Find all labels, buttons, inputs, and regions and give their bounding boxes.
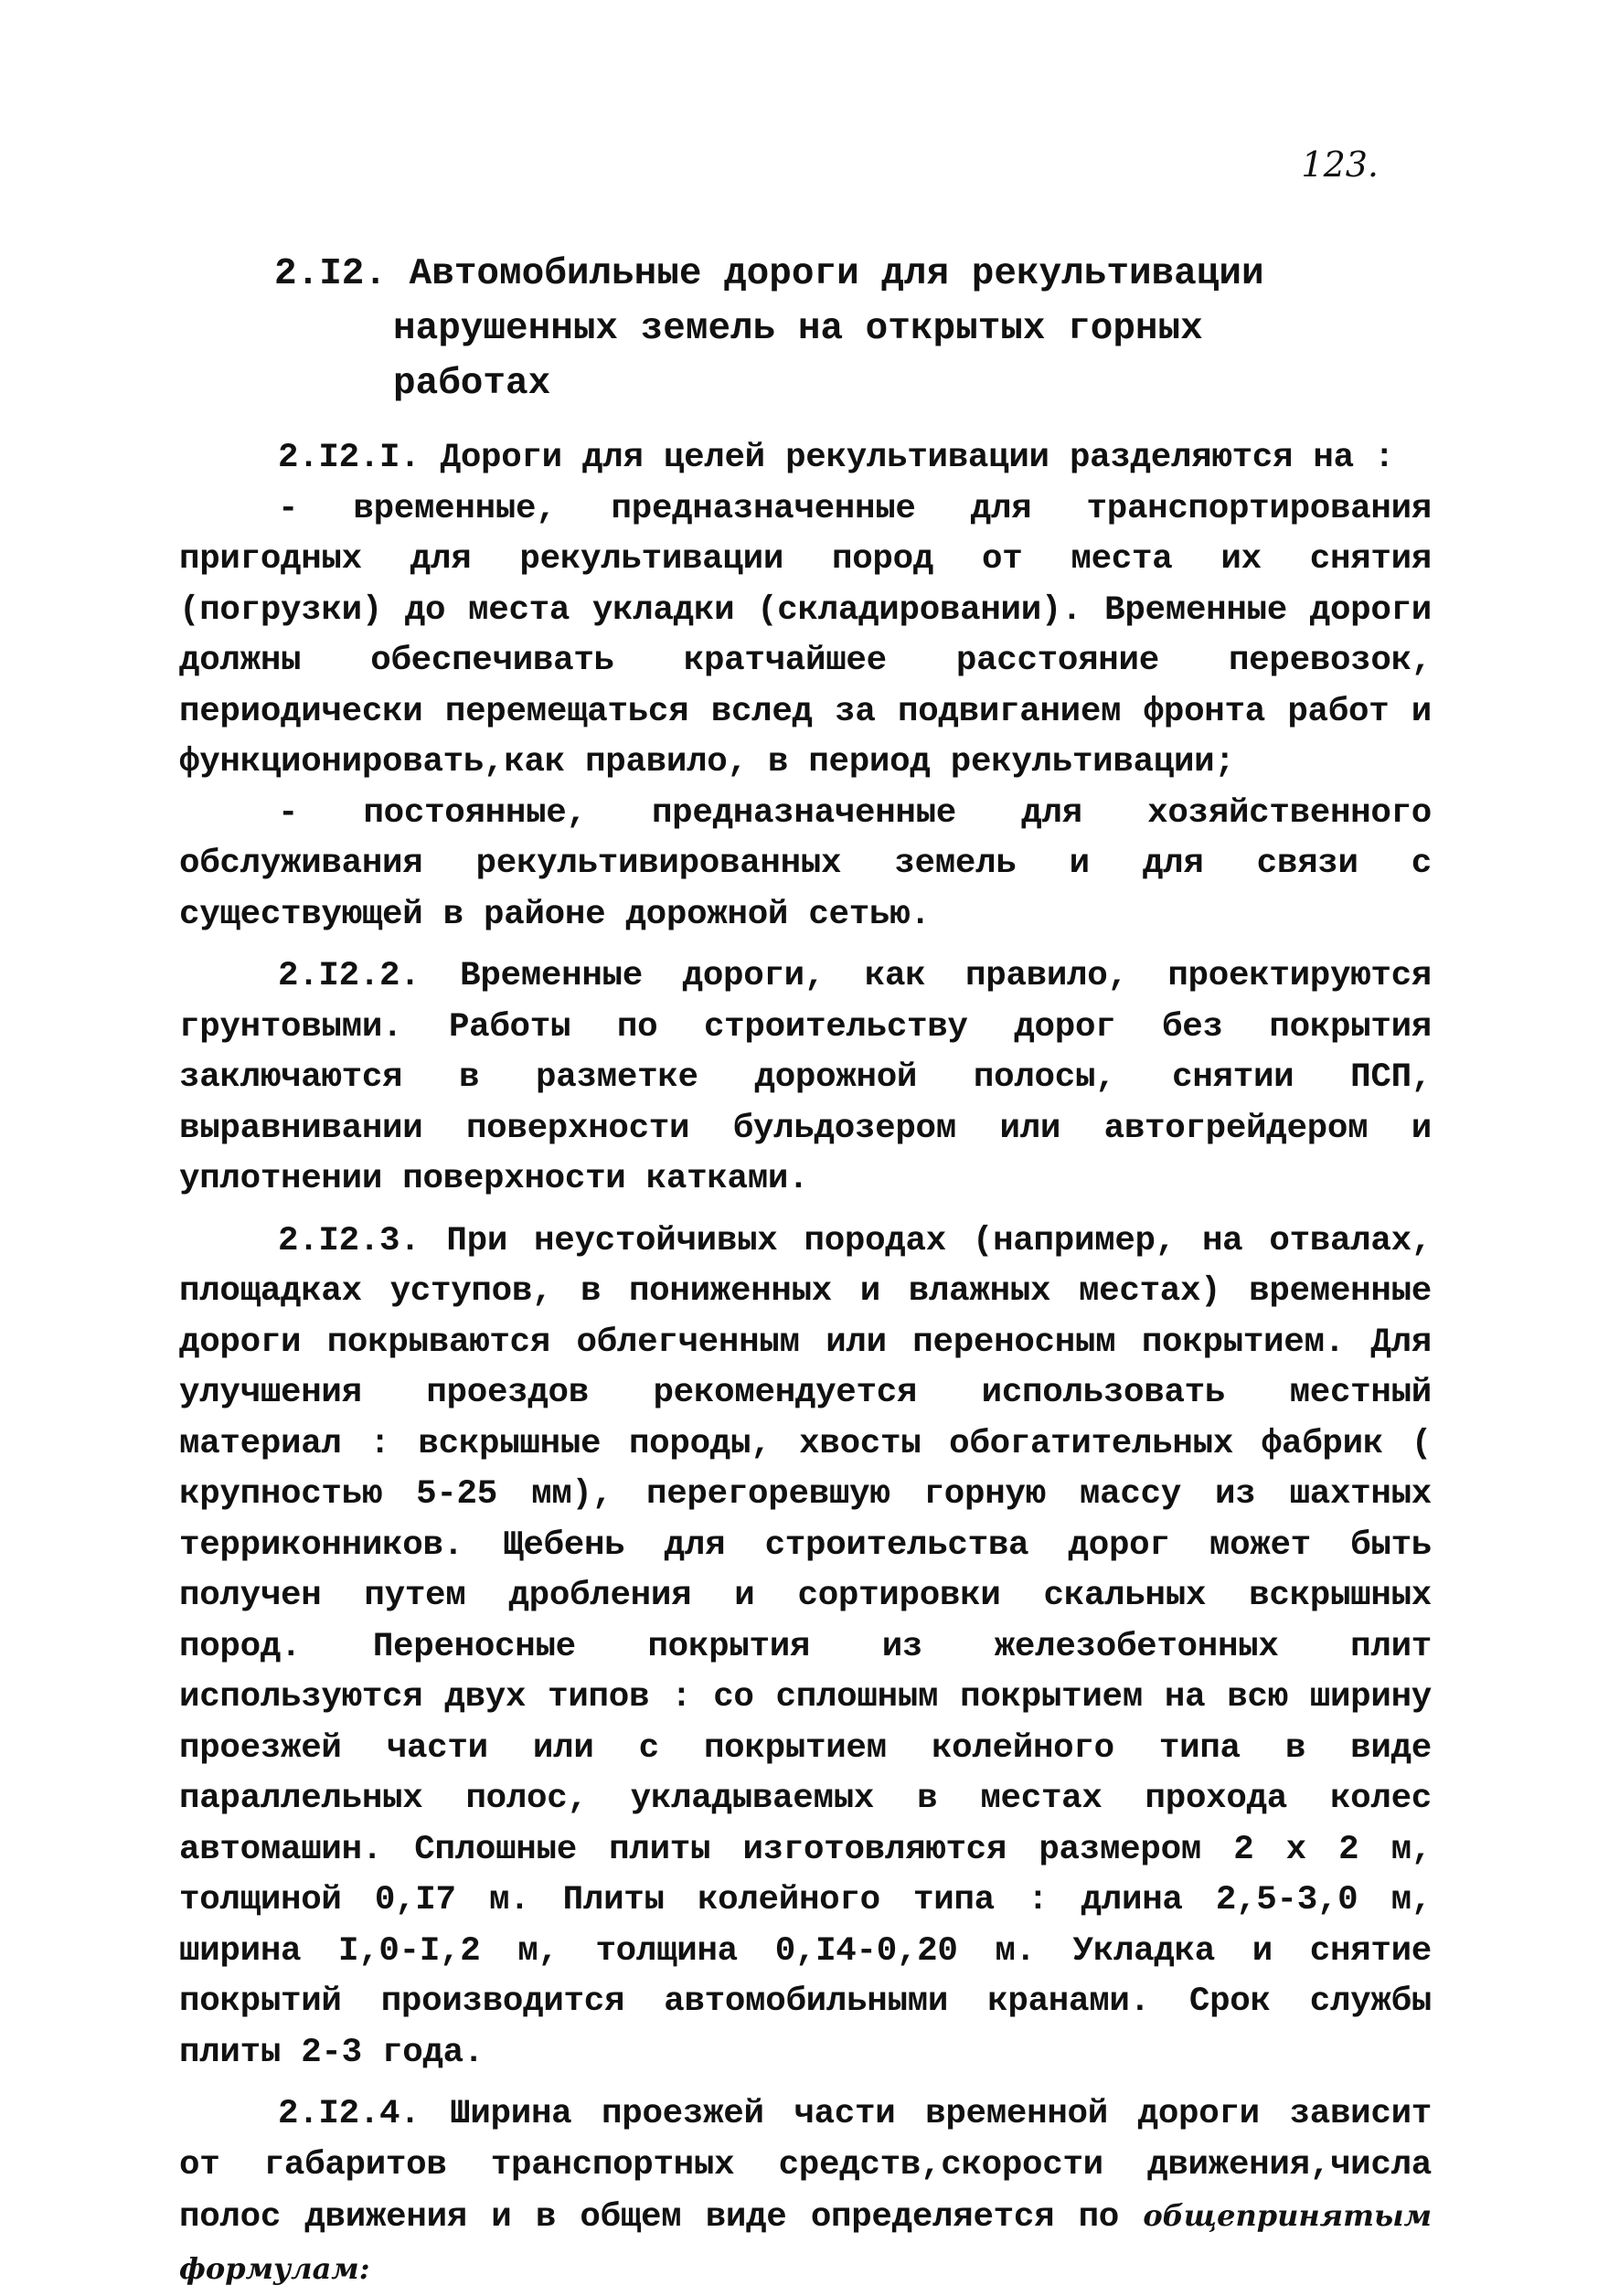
handwritten-note: общепринятым формулам:	[179, 2198, 1432, 2286]
paragraph-temporary-roads: - временные, предназначенные для транспортирования пригодных для рекультивации пород от места их снятия (погрузки) до места укладки (складировании). Временные дороги должны обеспечивать кратчайшее расстояние перевозок, периодически перемещаться вслед за подвиганием фронта работ и функционировать,как правило, в период рекультивации;	[179, 489, 1432, 781]
paragraph-2-12-4	[179, 2089, 1432, 2296]
page-number: 123.	[1301, 144, 1379, 185]
paragraph-2-12-1: 2.I2.I. Дороги для целей рекультивации разделяются на :	[278, 439, 1395, 477]
body-text	[179, 433, 1432, 2296]
paragraph-2-12-4-text: 2.I2.4. Ширина проезжей части временной дороги зависит от габаритов транспортных средств,скорости движения,числа полос движения и в общем виде определяется по	[179, 2095, 1432, 2237]
paragraph-2-12-2: 2.I2.2. Временные дороги, как правило, проектируются грунтовыми. Работы по строительству дорог без покрытия заключаются в разметке дорожной полосы, снятии ПСП, выравнивании поверхности бульдозером или автогрейдером и уплотнении поверхности катками.	[179, 957, 1432, 1198]
paragraph-permanent-roads: - постоянные, предназначенные для хозяйственного обслуживания рекультивированных земель и для связи с существующей в районе дорожной сетью.	[179, 793, 1432, 934]
section-title-line2: нарушенных земель на открытых горных работах	[393, 308, 1203, 405]
section-heading	[274, 247, 1371, 411]
paragraph-2-12-3: 2.I2.3. При неустойчивых породах (например, на отвалах, площадках уступов, в пониженных и влажных местах) временные дороги покрываются облегченным или переносным покрытием. Для улучшения проездов рекомендуется использовать местный материал : вскрышные породы, хвосты обогатительных фабрик ( крупностью 5-25 мм), перегоревшую горную массу из шахтных терриконников. Щебень для строительства дорог может быть получен путем дробления и сортировки скальных вскрышных пород. Переносные покрытия из железобетонных плит используются двух типов : со сплошным покрытием на всю ширину проезжей части или с покрытием колейного типа в виде параллельных полос, укладываемых в местах прохода колес автомашин. Сплошные плиты изготовляются размером 2 х 2 м, толщиной 0,I7 м. Плиты колейного типа : длина 2,5-3,0 м, ширина I,0-I,2 м, толщина 0,I4-0,20 м. Укладка и снятие покрытий производится автомобильными кранами. Срок службы плиты 2-3 года.	[179, 1221, 1432, 2072]
section-title-line1: 2.I2. Автомобильные дороги для рекультивации	[274, 253, 1264, 295]
